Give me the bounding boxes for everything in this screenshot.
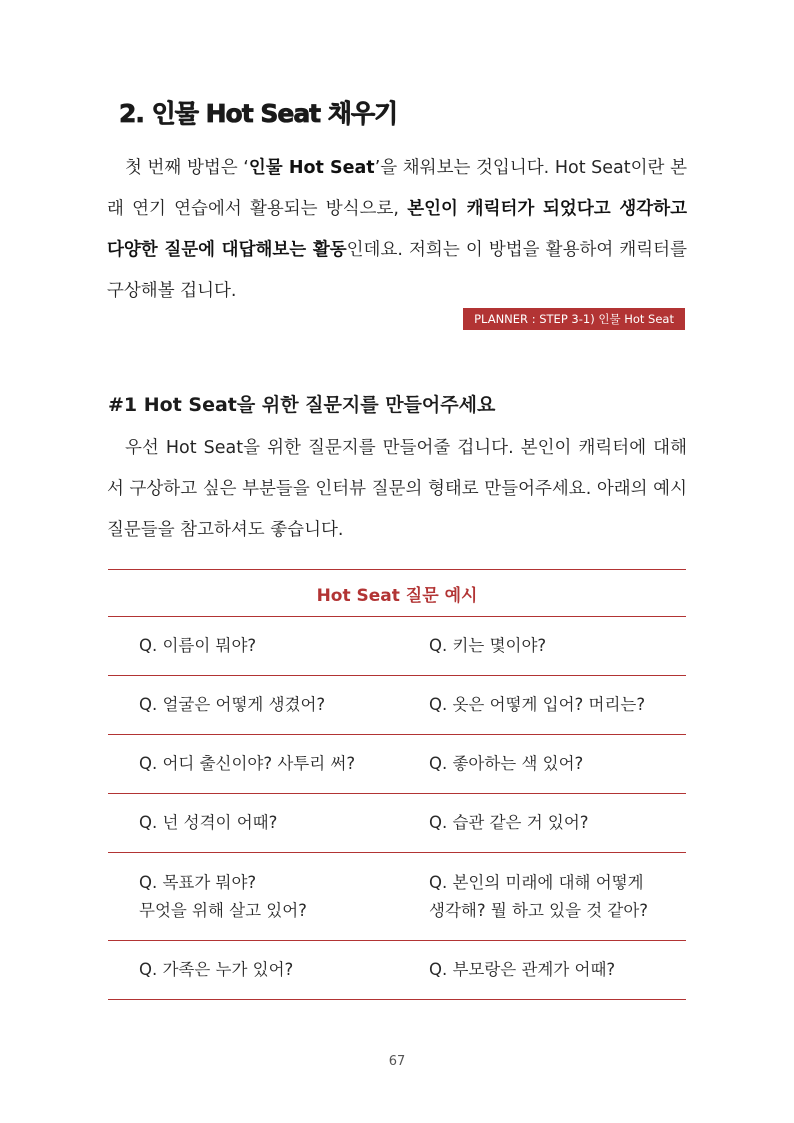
subsection-title: #1 Hot Seat을 위한 질문지를 만들어주세요 <box>108 394 496 416</box>
question-right: Q. 부모랑은 관계가 어때? <box>429 960 616 979</box>
question-right: Q. 습관 같은 거 있어? <box>429 813 589 832</box>
question-left: Q. 목표가 뭐야? 무엇을 위해 살고 있어? <box>139 872 307 920</box>
intro-text-2: ’을 채워보는 것입니다. Hot Seat이란 본래 연기 연습에서 활용되는 방식으로, <box>107 158 687 219</box>
intro-text-1: 첫 번째 방법은 ‘ <box>125 158 249 178</box>
question-left: Q. 얼굴은 어떻게 생겼어? <box>139 695 326 714</box>
question-left: Q. 넌 성격이 어때? <box>139 813 278 832</box>
question-table <box>108 569 686 1000</box>
table-row <box>108 941 686 1000</box>
question-right: Q. 옷은 어떻게 입어? 머리는? <box>429 695 646 714</box>
question-left: Q. 어디 출신이야? 사투리 써? <box>139 754 356 773</box>
intro-bold-1: 인물 Hot Seat <box>248 158 375 178</box>
table-row <box>108 853 686 941</box>
guide-text: 우선 Hot Seat을 위한 질문지를 만들어줄 겁니다. 본인이 캐릭터에 대해서 구상하고 싶은 부분들을 인터뷰 질문의 형태로 만들어주세요. 아래의 예시 질문들을 참고하셔도 좋습니다. <box>107 438 687 540</box>
page-number: 67 <box>388 1054 406 1069</box>
section-title: 2. 인물 Hot Seat 채우기 <box>119 99 398 128</box>
question-right: Q. 키는 몇이야? <box>429 636 547 655</box>
question-right: Q. 본인의 미래에 대해 어떻게 생각해? 뭘 하고 있을 것 같아? <box>429 872 649 920</box>
intro-bold-2: 본인이 캐릭터가 되었다고 생각하고 다양한 질문에 대답해보는 활동 <box>107 199 687 260</box>
question-right: Q. 좋아하는 색 있어? <box>429 754 584 773</box>
table-row <box>108 617 686 676</box>
guide-paragraph <box>107 428 687 551</box>
question-left: Q. 이름이 뭐야? <box>139 636 257 655</box>
intro-text-3: 인데요. 저희는 이 방법을 활용하여 캐릭터를 구상해볼 겁니다. <box>107 240 687 301</box>
table-title: Hot Seat 질문 예시 <box>108 569 686 617</box>
question-left: Q. 가족은 누가 있어? <box>139 960 294 979</box>
table-row <box>108 735 686 794</box>
table-row <box>108 676 686 735</box>
table-row <box>108 794 686 853</box>
planner-tag: PLANNER : STEP 3-1) 인물 Hot Seat <box>463 308 685 330</box>
intro-paragraph <box>107 148 687 312</box>
